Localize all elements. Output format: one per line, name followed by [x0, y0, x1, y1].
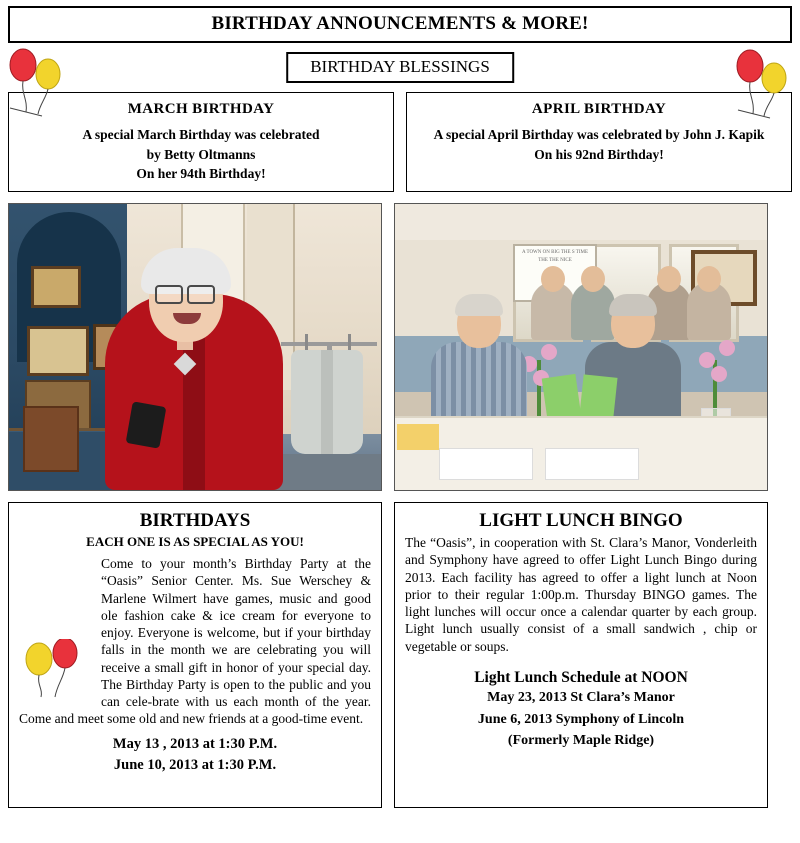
photo1-brooch — [126, 401, 167, 448]
photo1-hanging-shirt — [291, 350, 363, 454]
photo2-flower-bloom — [541, 344, 557, 360]
april-birthday-line-1: A special April Birthday was celebrated by John J. Kapik — [433, 127, 765, 142]
balloon-icon — [21, 639, 93, 701]
photo1-framed-picture-2 — [27, 326, 89, 376]
photo-two-men-at-table — [394, 203, 768, 491]
photo2-bg-head-2 — [581, 266, 605, 292]
photo2-ceiling — [395, 204, 767, 240]
birthdays-dates — [19, 734, 371, 778]
photo2-man-left-hair — [455, 294, 503, 316]
bingo-schedule-title: Light Lunch Schedule at NOON — [474, 668, 688, 686]
bottom-article-row — [8, 502, 792, 808]
photo2-paper-1 — [439, 448, 533, 480]
photo2-background-person-1 — [531, 282, 575, 340]
birthdays-date-2: June 10, 2013 at 1:30 P.M. — [113, 757, 277, 774]
birthdays-subtitle: EACH ONE IS AS SPECIAL AS YOU! — [86, 534, 304, 549]
balloons-decoration-bottom — [21, 639, 93, 701]
photo2-flower-bloom — [719, 340, 735, 356]
birthdays-body: Come to your month’s Birthday Party at the “Oasis” Senior Center. Ms. Sue Werschey & Marlene Wilmert have games, music and good ole fashion cake & ice cream for everyone to enjoy. Everyone is welcome, but if your birthday falls in the month we are celebrating you will receive a small gift in honor of your special day. The Birthday Party is open to the public and you can cele-brate with us each month of the year. Come and meet some old and new friends at a good-time event. — [19, 556, 371, 727]
bingo-schedule-line-2: June 6, 2013 Symphony of Lincoln — [477, 711, 685, 727]
photo2-man-right-hair — [609, 294, 657, 316]
photo2-bg-head-1 — [541, 266, 565, 292]
photo1-glasses-right-lens — [187, 285, 215, 304]
bingo-body-wrap — [405, 534, 757, 655]
birthdays-article — [8, 502, 382, 808]
photo2-paper-2 — [545, 448, 639, 480]
birthdays-title: BIRTHDAYS — [139, 510, 251, 531]
light-lunch-bingo-article — [394, 502, 768, 808]
announcement-row — [8, 92, 792, 192]
blessings-title-row — [8, 50, 792, 90]
blessings-title: BIRTHDAY BLESSINGS — [286, 52, 514, 83]
bingo-schedule-line-3: (Formerly Maple Ridge) — [507, 733, 655, 749]
birthdays-date-1: May 13 , 2013 at 1:30 P.M. — [112, 735, 278, 752]
april-birthday-line-2: On his 92nd Birthday! — [534, 146, 664, 162]
photo2-flower-bloom — [711, 366, 727, 382]
photo2-bg-head-3 — [657, 266, 681, 292]
march-birthday-title: MARCH BIRTHDAY — [127, 101, 275, 117]
march-birthday-line-2: by Betty Oltmanns — [146, 146, 256, 162]
photo2-background-person-4 — [687, 282, 731, 340]
photo2-flower-bloom — [699, 352, 715, 368]
photo1-glasses-left-lens — [155, 285, 183, 304]
bingo-schedule-line-1: May 23, 2013 St Clara’s Manor — [487, 689, 675, 705]
photo-birthday-woman — [8, 203, 382, 491]
photo2-whiteboard: A TOWN ON BIG THE S TIME THE THE NICE — [513, 244, 597, 302]
page-title: BIRTHDAY ANNOUNCEMENTS & MORE! — [8, 6, 792, 43]
photo2-man-left — [431, 298, 527, 418]
photo2-man-left-shirt — [431, 342, 527, 420]
bingo-body: The “Oasis”, in cooperation with St. Clara’s Manor, Vonderleith and Symphony have agreed to offer Light Lunch Bingo during 2013. Each facility has agreed to offer a light lunch at Noon prior to their regular 1:00p.m. Thursday BINGO games. The light lunches will occur once a calendar quarter by each group. Light lunch usually consist of a small sandwich , chip or vegetable or soups. — [405, 535, 757, 654]
march-birthday-line-3: On her 94th Birthday! — [136, 166, 266, 182]
photo1-framed-picture-1 — [31, 266, 81, 308]
april-birthday-title: APRIL BIRTHDAY — [531, 101, 667, 117]
bingo-title: LIGHT LUNCH BINGO — [479, 510, 683, 531]
march-birthday-line-1: A special March Birthday was celebrated — [82, 127, 320, 142]
photo2-yellow-napkin — [397, 424, 439, 450]
birthdays-body-wrap — [19, 555, 371, 728]
photo2-bg-head-4 — [697, 266, 721, 292]
photo1-chair — [23, 406, 79, 472]
photo-row — [8, 203, 792, 491]
